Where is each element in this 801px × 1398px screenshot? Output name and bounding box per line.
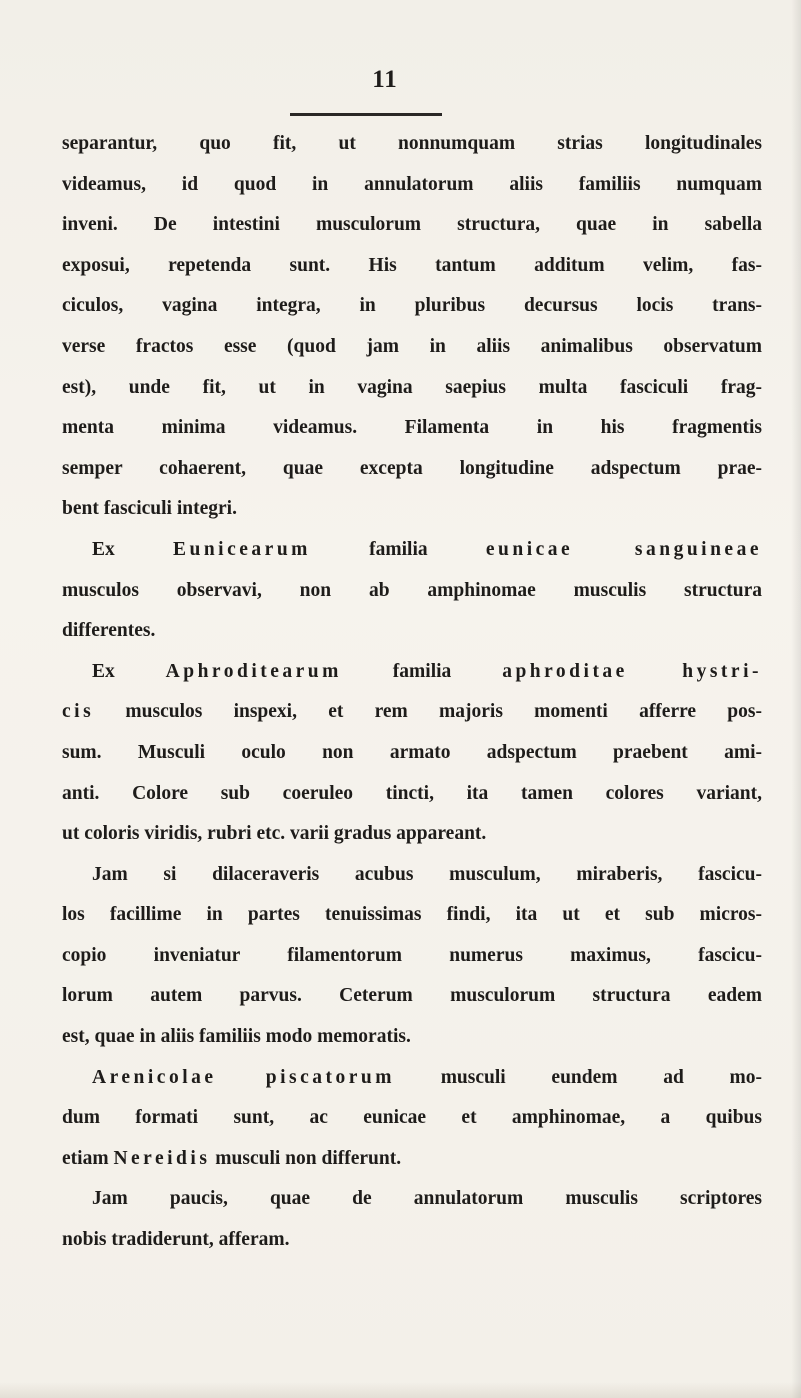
text-line: bent fasciculi integri. — [62, 498, 237, 520]
text-line: sum. Musculi oculo non armato adspectum praebent ami- — [62, 741, 762, 763]
text-line: Jam si dilaceraveris acubus musculum, miraberis, fascicu- — [92, 863, 762, 885]
text-line: Jam paucis, quae de annulatorum musculis scriptores — [92, 1188, 762, 1210]
text-run: familia — [310, 538, 486, 560]
text-run: musculi non differunt. — [210, 1147, 402, 1169]
species-name: Arenicolae piscatorum — [92, 1066, 395, 1088]
text-line: est, quae in aliis familiis modo memoratis. — [62, 1026, 411, 1048]
text-line: verse fractos esse (quod jam in aliis animalibus observatum — [62, 335, 762, 357]
text-run: Ex — [92, 538, 173, 560]
text-run: familia — [341, 660, 503, 682]
text-run: Ex — [92, 660, 166, 682]
text-line: separantur, quo fit, ut nonnumquam strias longitudinales — [62, 133, 762, 154]
taxon-name: Eunicearum — [172, 538, 311, 560]
page-bottom-shadow — [0, 1382, 801, 1398]
text-line: ut coloris viridis, rubri etc. varii gradus appareant. — [62, 823, 487, 845]
taxon-name: Nereidis — [113, 1147, 211, 1169]
text-run: musculos inspexi, et rem majoris momenti afferre pos- — [94, 701, 762, 723]
species-name: eunicae sanguineae — [485, 538, 762, 560]
species-name: aphroditae hystri- — [502, 660, 762, 682]
text-line — [62, 692, 762, 733]
text-run: musculi eundem ad mo- — [394, 1066, 762, 1088]
page-edge-shadow — [791, 0, 801, 1398]
text-line: ciculos, vagina integra, in pluribus decursus locis trans- — [62, 295, 762, 317]
text-line: est), unde fit, ut in vagina saepius multa fasciculi frag- — [62, 376, 762, 398]
text-line: los facillime in partes tenuissimas findi, ita ut et sub micros- — [62, 904, 762, 926]
text-line: anti. Colore sub coeruleo tincti, ita tamen colores variant, — [62, 782, 762, 804]
text-line: menta minima videamus. Filamenta in his fragmentis — [62, 417, 762, 439]
text-line: videamus, id quod in annulatorum aliis familiis numquam — [62, 173, 762, 195]
text-line-aphroditearum — [62, 652, 762, 693]
species-name: cis — [62, 701, 95, 723]
text-line: inveni. De intestini musculorum structura, quae in sabella — [62, 214, 762, 236]
header-rule — [290, 113, 442, 116]
text-line: exposui, repetenda sunt. His tantum additum velim, fas- — [62, 254, 762, 276]
body-text — [62, 124, 762, 1261]
text-line-nereidis — [62, 1139, 762, 1180]
text-line: lorum autem parvus. Ceterum musculorum structura eadem — [62, 985, 762, 1007]
text-line: dum formati sunt, ac eunicae et amphinomae, a quibus — [62, 1107, 762, 1129]
text-line: differentes. — [62, 620, 156, 642]
text-line: musculos observavi, non ab amphinomae musculis structura — [62, 579, 762, 601]
page-number: 11 — [372, 66, 398, 93]
text-line-arenicolae — [62, 1058, 762, 1099]
text-line: nobis tradiderunt, afferam. — [62, 1229, 290, 1251]
text-line-eunicearum — [62, 530, 762, 571]
text-line: semper cohaerent, quae excepta longitudine adspectum prae- — [62, 457, 762, 479]
text-line: copio inveniatur filamentorum numerus maximus, fascicu- — [62, 944, 762, 966]
text-run: etiam — [62, 1147, 114, 1169]
taxon-name: Aphroditearum — [165, 660, 342, 682]
